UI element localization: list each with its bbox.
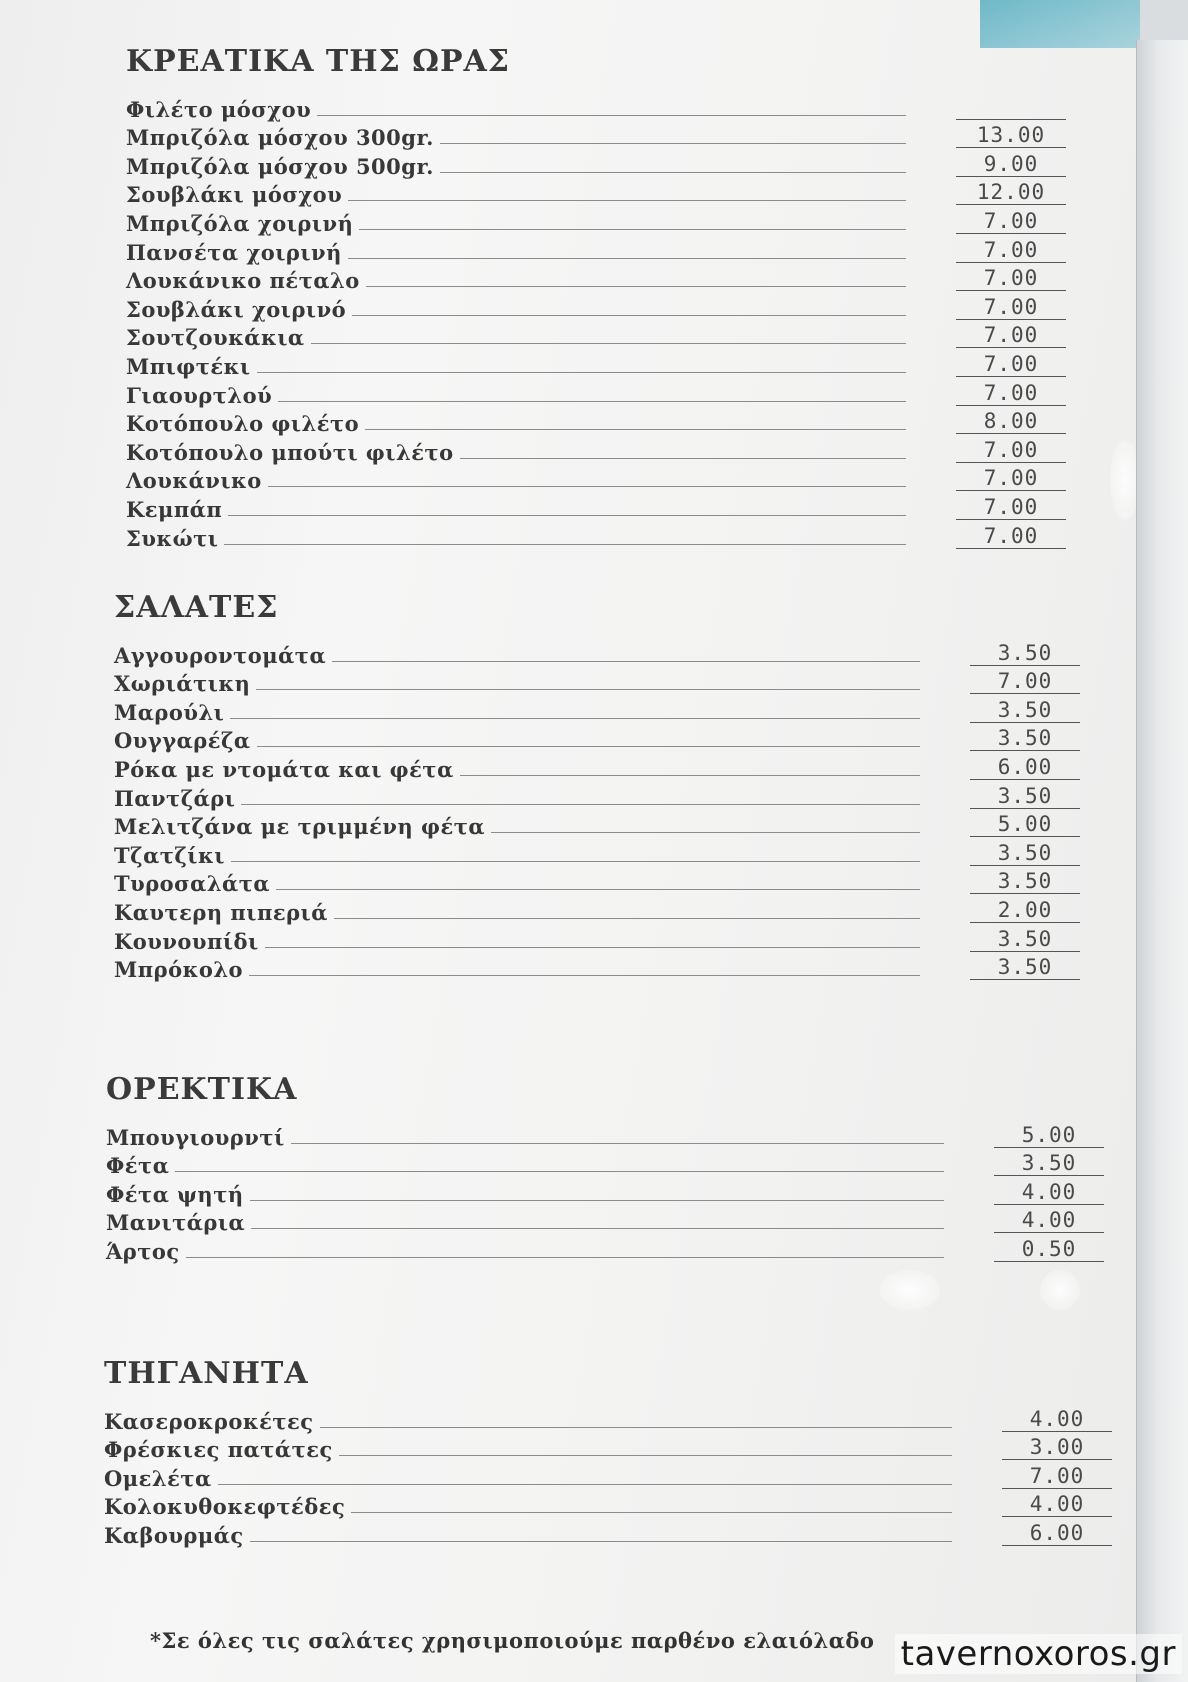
leader-line [348, 258, 906, 259]
leader-line [241, 804, 920, 805]
leader-line [291, 1143, 944, 1144]
item-price: 7.00 [956, 323, 1066, 348]
item-list [104, 1405, 1112, 1548]
leader-line [265, 947, 920, 948]
menu-item [104, 1462, 1112, 1491]
item-name: Χωριάτικη [114, 671, 251, 697]
item-name: Λουκάνικο πέταλο [126, 268, 360, 294]
menu-item [104, 1434, 1112, 1463]
item-price: 7.00 [956, 209, 1066, 234]
item-price: 13.00 [956, 123, 1066, 148]
item-name: Κολοκυθοκεφτέδες [104, 1494, 346, 1520]
section-title: ΣΑΛΑΤΕΣ [114, 590, 279, 625]
section-salads [114, 590, 1080, 982]
item-price: 7.00 [956, 266, 1066, 291]
item-name: Μπριζόλα χοιρινή [126, 210, 354, 236]
menu-item [126, 179, 1066, 208]
menu-item [114, 753, 1080, 782]
menu-item [126, 150, 1066, 179]
item-name: Ομελέτα [104, 1465, 212, 1491]
item-price: 7.00 [956, 495, 1066, 520]
footnote: *Σε όλες τις σαλάτες χρησιμοποιούμε παρθένο ελαιόλαδο [150, 1628, 875, 1653]
item-price: 5.00 [994, 1123, 1104, 1148]
section-fried [104, 1356, 1112, 1548]
item-name: Άρτος [106, 1238, 180, 1264]
menu-item [104, 1491, 1112, 1520]
menu-item [126, 207, 1066, 236]
menu-item [106, 1207, 1104, 1236]
item-name: Φιλέτο μόσχου [126, 96, 312, 122]
item-price: 3.50 [970, 955, 1080, 980]
item-price [956, 119, 1066, 120]
leader-line [365, 429, 906, 430]
leader-line [228, 515, 906, 516]
item-price: 3.50 [970, 927, 1080, 952]
item-name: Τυροσαλάτα [114, 871, 270, 897]
menu-item [126, 522, 1066, 551]
item-name: Γιαουρτλού [126, 382, 273, 408]
leader-line [256, 689, 920, 690]
menu-item [114, 696, 1080, 725]
item-price: 4.00 [1002, 1492, 1112, 1517]
menu-item [104, 1519, 1112, 1548]
menu-item [126, 408, 1066, 437]
item-price: 4.00 [994, 1180, 1104, 1205]
item-price: 7.00 [956, 381, 1066, 406]
item-price: 2.00 [970, 898, 1080, 923]
item-price: 5.00 [970, 812, 1080, 837]
menu-item [126, 322, 1066, 351]
item-list [106, 1121, 1104, 1264]
leader-line [460, 775, 920, 776]
menu-item [114, 639, 1080, 668]
item-price: 3.50 [970, 726, 1080, 751]
item-name: Φρέσκιες πατάτες [104, 1437, 333, 1463]
item-price: 12.00 [956, 180, 1066, 205]
leader-line [339, 1455, 952, 1456]
item-price: 6.00 [970, 755, 1080, 780]
menu-item [126, 93, 1066, 122]
leader-line [250, 1200, 944, 1201]
leader-line [440, 172, 906, 173]
item-name: Μαρούλι [114, 699, 225, 725]
section-title: ΤΗΓΑΝΗΤΑ [104, 1356, 309, 1391]
item-name: Ουγγαρέζα [114, 728, 251, 754]
section-title: ΚΡΕΑΤΙΚΑ ΤΗΣ ΩΡΑΣ [126, 44, 511, 79]
leader-line [348, 200, 906, 201]
item-name: Μπιφτέκι [126, 353, 251, 379]
menu-item [126, 350, 1066, 379]
item-name: Μπριζόλα μόσχου 300gr. [126, 125, 434, 151]
leader-line [311, 343, 906, 344]
item-name: Μελιτζάνα με τριμμένη φέτα [114, 814, 486, 840]
item-price: 7.00 [956, 438, 1066, 463]
section-meats [126, 44, 1066, 551]
item-name: Μανιτάρια [106, 1210, 246, 1236]
watermark: tavernoxoros.gr [895, 1634, 1182, 1674]
item-price: 3.50 [994, 1151, 1104, 1176]
menu-item [126, 293, 1066, 322]
menu-item [114, 782, 1080, 811]
item-name: Μπριζόλα μόσχου 500gr. [126, 153, 434, 179]
menu-item [126, 122, 1066, 151]
leader-line [218, 1484, 952, 1485]
section-appetizers [106, 1072, 1104, 1264]
menu-item [126, 436, 1066, 465]
item-price: 4.00 [1002, 1407, 1112, 1432]
leader-line [278, 401, 906, 402]
menu-item [126, 493, 1066, 522]
item-price: 3.50 [970, 641, 1080, 666]
leader-line [231, 861, 920, 862]
menu-sleeve-edge [1136, 40, 1188, 1682]
item-list [114, 639, 1080, 982]
menu-item [114, 868, 1080, 897]
leader-line [352, 315, 906, 316]
menu-item [106, 1178, 1104, 1207]
item-price: 3.00 [1002, 1435, 1112, 1460]
leader-line [440, 143, 906, 144]
item-price: 3.50 [970, 784, 1080, 809]
menu-item [126, 236, 1066, 265]
menu-item [126, 379, 1066, 408]
leader-line [268, 486, 906, 487]
leader-line [175, 1171, 944, 1172]
item-price: 3.50 [970, 698, 1080, 723]
leader-line [332, 661, 920, 662]
leader-line [230, 718, 920, 719]
item-name: Λουκάνικο [126, 468, 262, 494]
item-name: Παντζάρι [114, 785, 236, 811]
item-name: Φέτα [106, 1153, 170, 1179]
item-price: 7.00 [956, 295, 1066, 320]
leader-line [257, 372, 906, 373]
menu-item [104, 1405, 1112, 1434]
item-price: 3.50 [970, 869, 1080, 894]
item-name: Σουτζουκάκια [126, 325, 305, 351]
leader-line [276, 889, 920, 890]
leader-line [257, 746, 920, 747]
menu-item [126, 465, 1066, 494]
item-price: 3.50 [970, 841, 1080, 866]
background-corner [980, 0, 1140, 48]
item-name: Φέτα ψητή [106, 1181, 244, 1207]
glare-reflection [880, 1270, 940, 1310]
item-price: 9.00 [956, 152, 1066, 177]
item-name: Αγγουροντομάτα [114, 642, 327, 668]
item-name: Καυτερη πιπεριά [114, 899, 328, 925]
leader-line [186, 1257, 944, 1258]
menu-item [114, 811, 1080, 840]
menu-item [106, 1121, 1104, 1150]
menu-item [126, 265, 1066, 294]
item-price: 7.00 [956, 352, 1066, 377]
menu-item [114, 668, 1080, 697]
item-name: Τζατζίκι [114, 842, 225, 868]
item-name: Μπρόκολο [114, 957, 244, 983]
item-price: 0.50 [994, 1237, 1104, 1262]
glare-reflection [1040, 1270, 1080, 1310]
leader-line [250, 1541, 952, 1542]
item-name: Κασεροκροκέτες [104, 1408, 314, 1434]
leader-line [320, 1427, 952, 1428]
item-name: Σουβλάκι χοιρινό [126, 296, 347, 322]
leader-line [251, 1228, 944, 1229]
item-price: 7.00 [956, 238, 1066, 263]
menu-item [114, 839, 1080, 868]
item-name: Κοτόπουλο μπούτι φιλέτο [126, 439, 454, 465]
item-price: 4.00 [994, 1208, 1104, 1233]
menu-item [114, 925, 1080, 954]
item-price: 7.00 [1002, 1464, 1112, 1489]
item-name: Κοτόπουλο φιλέτο [126, 411, 360, 437]
menu-item [114, 725, 1080, 754]
leader-line [224, 544, 906, 545]
item-price: 8.00 [956, 409, 1066, 434]
item-name: Καβουρμάς [104, 1522, 244, 1548]
menu-item [106, 1235, 1104, 1264]
menu-item [106, 1150, 1104, 1179]
leader-line [334, 918, 920, 919]
item-price: 7.00 [956, 524, 1066, 549]
leader-line [351, 1512, 952, 1513]
item-price: 6.00 [1002, 1521, 1112, 1546]
item-name: Πανσέτα χοιρινή [126, 239, 342, 265]
leader-line [317, 115, 906, 116]
item-name: Συκώτι [126, 525, 219, 551]
item-name: Ρόκα με ντομάτα και φέτα [114, 756, 454, 782]
section-title: ΟΡΕΚΤΙΚΑ [106, 1072, 298, 1107]
item-name: Μπουγιουρντί [106, 1124, 285, 1150]
leader-line [491, 832, 920, 833]
item-name: Κουνουπίδι [114, 928, 259, 954]
leader-line [249, 975, 920, 976]
leader-line [359, 229, 906, 230]
leader-line [366, 286, 906, 287]
item-list [126, 93, 1066, 551]
item-price: 7.00 [970, 669, 1080, 694]
item-name: Σουβλάκι μόσχου [126, 182, 343, 208]
menu-item [114, 954, 1080, 983]
menu-item [114, 896, 1080, 925]
item-name: Κεμπάπ [126, 496, 223, 522]
item-price: 7.00 [956, 466, 1066, 491]
leader-line [460, 458, 906, 459]
